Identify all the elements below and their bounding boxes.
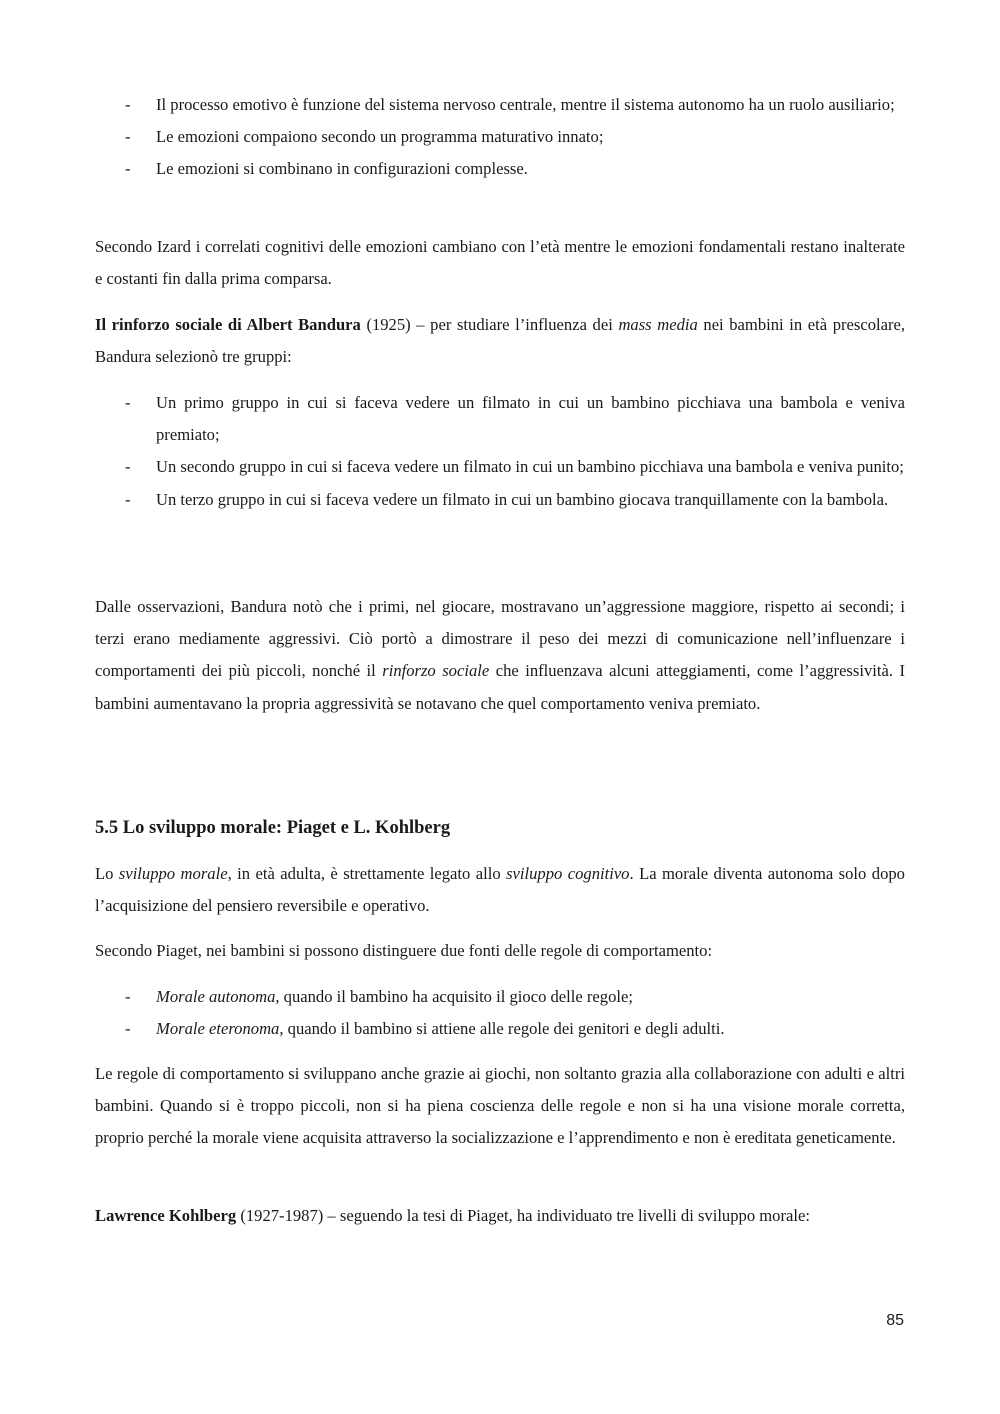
- list-item: - Morale autonoma, quando il bambino ha acquisito il gioco delle regole;: [95, 981, 905, 1013]
- dash-bullet: -: [125, 393, 131, 412]
- paragraph-kohlberg: Lawrence Kohlberg (1927-1987) – seguendo la tesi di Piaget, ha individuato tre livelli di sviluppo morale:: [95, 1206, 810, 1225]
- list-item: - Morale eteronoma, quando il bambino si attiene alle regole dei genitori e degli adulti.: [95, 1013, 905, 1045]
- dash-bullet: -: [125, 1019, 131, 1039]
- moral-sources-list: [95, 981, 905, 1045]
- list-item: - Le emozioni si combinano in configurazioni complesse.: [95, 153, 905, 185]
- list-item: - Un terzo gruppo in cui si faceva vedere un filmato in cui un bambino giocava tranquillamente con la bambola.: [95, 484, 905, 516]
- paragraph-observations: Dalle osservazioni, Bandura notò che i primi, nel giocare, mostravano un’aggressione maggiore, rispetto ai secondi; i terzi erano mediamente aggressivi. Ciò portò a dimostrare il peso dei mezzi di comunicazione nell’influenzare i comportamenti dei più piccoli, nonché il rinforzo sociale che influenzava alcuni atteggiamenti, come l’aggressività. I bambini aumentavano la propria aggressività se notavano che quel comportamento veniva premiato.: [95, 597, 905, 713]
- dash-bullet: -: [125, 489, 131, 509]
- dash-bullet: -: [125, 127, 131, 147]
- dash-bullet: -: [125, 457, 131, 477]
- paragraph-moral-development: Lo sviluppo morale, in età adulta, è strettamente legato allo sviluppo cognitivo. La morale diventa autonoma solo dopo l’acquisizione del pensiero reversibile e operativo.: [95, 864, 905, 916]
- list-item: - Un primo gruppo in cui si faceva vedere un filmato in cui un bambino picchiava una bambola e veniva premiato;: [95, 387, 905, 451]
- dash-bullet: -: [125, 987, 131, 1006]
- list-item: - Il processo emotivo è funzione del sistema nervoso centrale, mentre il sistema autonomo ha un ruolo ausiliario;: [95, 89, 905, 121]
- paragraph-izard: Secondo Izard i correlati cognitivi delle emozioni cambiano con l’età mentre le emozioni fondamentali restano inalterate e costanti fin dalla prima comparsa.: [95, 237, 905, 289]
- list-item: - Un secondo gruppo in cui si faceva vedere un filmato in cui un bambino picchiava una bambola e veniva punito;: [95, 451, 905, 483]
- paragraph-piaget: Secondo Piaget, nei bambini si possono distinguere due fonti delle regole di comportamento:: [95, 941, 713, 960]
- paragraph-bandura: Il rinforzo sociale di Albert Bandura (1925) – per studiare l’influenza dei mass media nei bambini in età prescolare, Bandura selezionò tre gruppi:: [95, 315, 906, 367]
- dash-bullet: -: [125, 95, 131, 114]
- bandura-title: Il rinforzo sociale di Albert Bandura: [95, 315, 361, 334]
- emotion-principles-list: [95, 89, 905, 186]
- page-number: 85: [886, 1312, 904, 1329]
- section-heading: 5.5 Lo sviluppo morale: Piaget e L. Kohlberg: [95, 818, 451, 838]
- list-item: - Le emozioni compaiono secondo un programma maturativo innato;: [95, 121, 905, 153]
- kohlberg-name: Lawrence Kohlberg: [95, 1206, 237, 1225]
- paragraph-rules: Le regole di comportamento si sviluppano anche grazie ai giochi, non soltanto grazia alla collaborazione con adulti e altri bambini. Quando si è troppo piccoli, non si ha piena coscienza delle regole e non si ha una visione morale corretta, proprio perché la morale viene acquisita attraverso la socializzazione e l’apprendimento e non è ereditata geneticamente.: [95, 1064, 905, 1148]
- bandura-groups-list: [95, 387, 905, 516]
- dash-bullet: -: [125, 159, 131, 179]
